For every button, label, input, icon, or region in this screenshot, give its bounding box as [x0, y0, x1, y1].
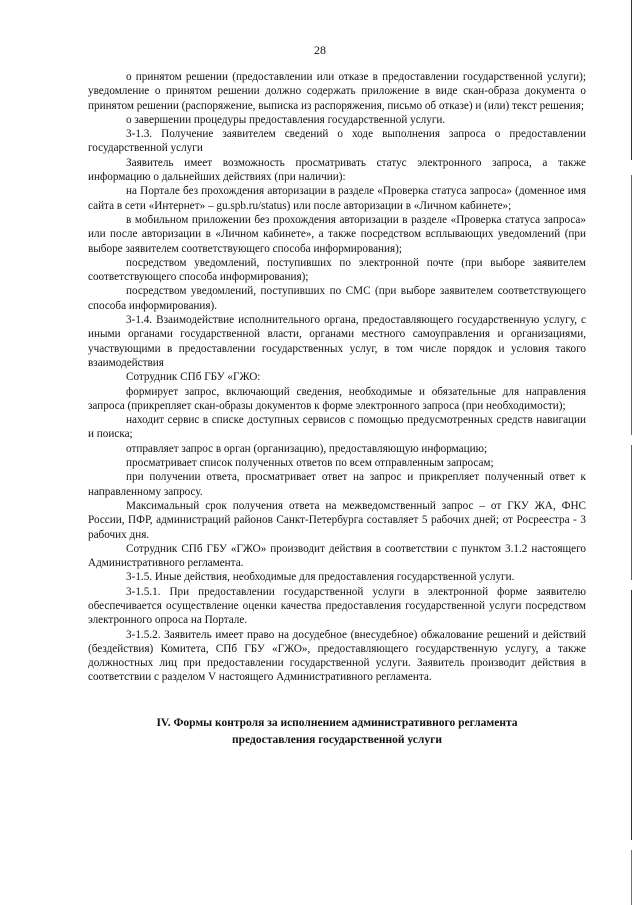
page-number: 28: [314, 43, 326, 57]
paragraph: находит сервис в списке доступных сервисов с помощью предусмотренных средств навигации и поиска;: [88, 414, 586, 441]
paragraph: при получении ответа, просматривает ответ на запрос и прикрепляет полученный ответ к направленному запросу.: [88, 471, 586, 498]
subsection-title: 3-1.5. Иные действия, необходимые для предоставления государственной услуги.: [126, 571, 515, 584]
paragraph: Сотрудник СПб ГБУ «ГЖО:: [126, 371, 261, 384]
subsection-title: 3-1.3. Получение заявителем сведений о ходе выполнения запроса о предоставлении государственной услуги: [88, 128, 586, 155]
section-heading-line: IV. Формы контроля за исполнением административного регламента: [156, 716, 518, 729]
paragraph: в мобильном приложении без прохождения авторизации в разделе «Проверка статуса запроса» или после авторизации в «Личном кабинете», а также посредством всплывающих уведомлений (при выборе заявителем соответствующего способа информирования);: [88, 213, 586, 255]
scan-edge-line: [631, 175, 632, 435]
scan-edge-line: [631, 850, 632, 905]
section-heading: [88, 715, 586, 749]
paragraph: Заявитель имеет возможность просматривать статус электронного запроса, а также информацию о дальнейших действиях (при наличии):: [88, 156, 586, 184]
scan-edge-line: [631, 0, 632, 160]
paragraph: о завершении процедуры предоставления государственной услуги.: [126, 113, 446, 126]
paragraph: отправляет запрос в орган (организацию), предоставляющую информацию;: [126, 442, 488, 455]
paragraph: посредством уведомлений, поступивших по СМС (при выборе заявителем соответствующего способа информирования).: [88, 285, 586, 312]
paragraph: Максимальный срок получения ответа на межведомственный запрос – от ГКУ ЖА, ФНС России, ПФР, администраций районов Санкт-Петербурга составляет 5 рабочих дней; от Росреестра - 3 рабочих дня.: [88, 499, 586, 541]
document-body: [88, 70, 586, 749]
section-heading-line: предоставления государственной услуги: [232, 733, 442, 746]
paragraph: о принятом решении (предоставлении или отказе в предоставлении государственной услуги); уведомление о принятом решении должно содержать приложение в виде скан-образа документа о принятом решении (распоряжение, выписка из распоряжения, письмо об отказе) и (или) текст решения;: [88, 71, 586, 112]
scan-edge-line: [631, 590, 632, 840]
paragraph: 3-1.5.1. При предоставлении государственной услуги в электронной форме заявителю обеспечивается осуществление оценки качества предоставления государственной услуги посредством электронного опроса на Портале.: [88, 585, 586, 627]
paragraph: 3-1.5.2. Заявитель имеет право на досудебное (внесудебное) обжалование решений и действий (бездействия) Комитета, СПб ГБУ «ГЖО», предоставляющего государственную услугу, а также должностных лиц при предоставлении государственной услуги. Заявитель производит действия в соответствии с разделом V настоящего Административного регламента.: [88, 628, 586, 684]
paragraph: формирует запрос, включающий сведения, необходимые и обязательные для направления запроса (прикрепляет скан-образы документов к форме электронного запроса (при необходимости);: [88, 385, 586, 412]
paragraph: посредством уведомлений, поступивших по электронной почте (при выборе заявителем соответствующего способа информирования);: [88, 256, 586, 284]
paragraph: на Портале без прохождения авторизации в разделе «Проверка статуса запроса» (доменное имя сайта в сети «Интернет» – gu.spb.ru/status) или после авторизации в «Личном кабинете»;: [88, 185, 586, 212]
paragraph: Сотрудник СПб ГБУ «ГЖО» производит действия в соответствии с пунктом 3.1.2 настоящего Административного регламента.: [88, 542, 586, 570]
scan-edge-line: [631, 445, 632, 580]
subsection-title: 3-1.4. Взаимодействие исполнительного органа, предоставляющего государственную услугу, с иными органами государственной власти, органами местного самоуправления и организациями, участвующими в предоставлении государственных услуг, в том числе порядок и условия такого взаимодействия: [88, 314, 586, 369]
paragraph: просматривает список полученных ответов по всем отправленным запросам;: [126, 457, 494, 470]
